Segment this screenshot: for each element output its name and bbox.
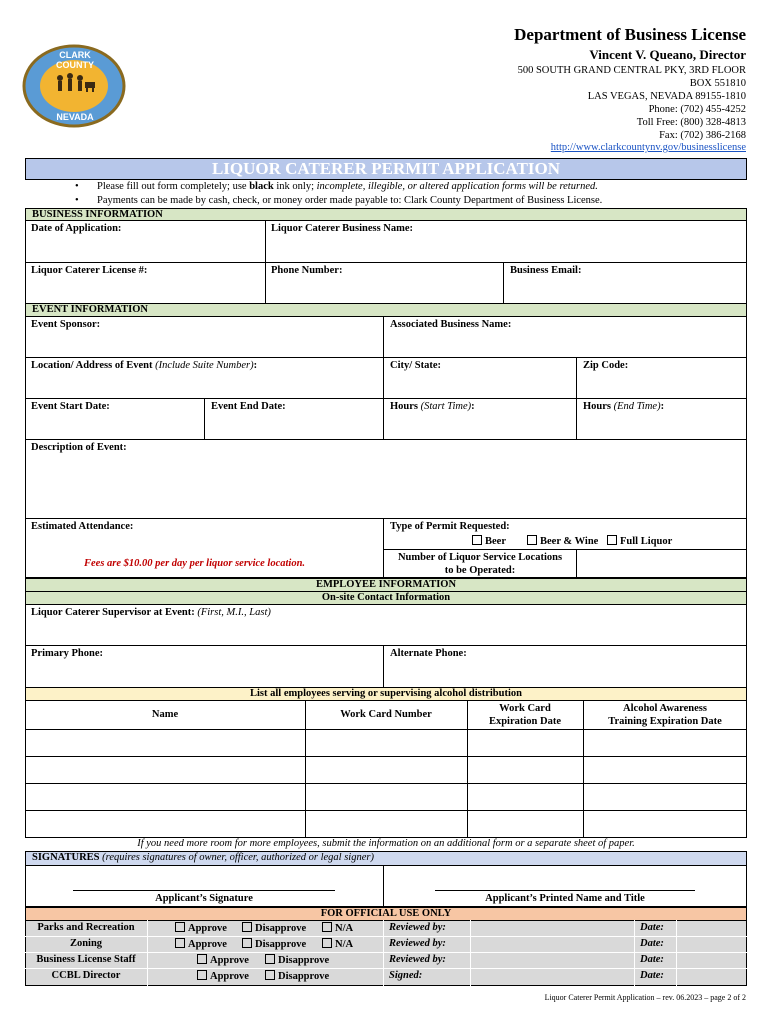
- zip-code-field[interactable]: Zip Code:: [583, 360, 629, 371]
- permit-option-full-liquor[interactable]: [607, 535, 672, 547]
- checkbox-icon[interactable]: [242, 938, 252, 948]
- service-locations-label: Number of Liquor Service Locations: [397, 552, 563, 563]
- permit-option-beer-wine[interactable]: [527, 535, 598, 547]
- option-label: Approve: [188, 939, 227, 950]
- checkbox-icon[interactable]: [197, 954, 207, 964]
- signatures-header-bold: SIGNATURES: [32, 852, 100, 863]
- website-link[interactable]: http://www.clarkcountynv.gov/businesslicense: [550, 142, 746, 153]
- logo-text-bottom: NEVADA: [56, 112, 94, 122]
- business-header-text: BUSINESS INFORMATION: [32, 209, 163, 220]
- option-label: Approve: [210, 955, 249, 966]
- column-header-text: Alcohol Awareness: [623, 703, 707, 714]
- date-of-application-field[interactable]: Date of Application:: [31, 223, 122, 234]
- hours-end-note: (End Time): [613, 401, 661, 412]
- supervisor-field[interactable]: [31, 607, 271, 618]
- column-header-alcohol-awareness: [583, 702, 747, 728]
- phone-line: Phone: (702) 455-4252: [648, 104, 746, 115]
- employee-row[interactable]: [26, 757, 746, 782]
- service-locations-field[interactable]: [384, 551, 576, 577]
- date-label: Date:: [640, 954, 664, 965]
- option-label: Disapprove: [278, 971, 330, 982]
- event-end-date-field[interactable]: Event End Date:: [211, 401, 286, 412]
- column-header-name: Name: [151, 709, 179, 720]
- city-state-field[interactable]: City/ State:: [390, 360, 442, 371]
- checkbox-icon[interactable]: [322, 938, 332, 948]
- official-use-header-text: FOR OFFICIAL USE ONLY: [320, 908, 452, 919]
- permit-option-beer[interactable]: [472, 535, 506, 547]
- hours-label: Hours: [390, 401, 421, 412]
- date-label: Date:: [640, 938, 664, 949]
- checkbox-icon[interactable]: [242, 922, 252, 932]
- tollfree-line: Toll Free: (800) 328-4813: [636, 117, 746, 128]
- employee-row[interactable]: [26, 730, 746, 755]
- instruction-text: Please fill out form completely; use: [97, 181, 250, 192]
- option-label: N/A: [335, 923, 354, 934]
- option-label: Disapprove: [255, 923, 307, 934]
- permit-type-label: Type of Permit Requested:: [390, 521, 510, 532]
- fees-note: Fees are $10.00 per day per liquor service location.: [84, 558, 306, 569]
- disapprove-option[interactable]: [242, 922, 306, 934]
- colon: :: [253, 360, 258, 371]
- county-logo: [22, 44, 126, 128]
- instruction-line-2: Payments can be made by cash, check, or money order made payable to: Clark County Department of Business License.: [97, 195, 603, 206]
- checkbox-icon[interactable]: [175, 922, 185, 932]
- reviewed-by-label: Reviewed by:: [389, 938, 446, 949]
- disapprove-option[interactable]: [242, 938, 306, 950]
- supervisor-note: (First, M.I., Last): [197, 607, 271, 618]
- official-dept-zoning: Zoning: [69, 938, 103, 949]
- primary-phone-field[interactable]: Primary Phone:: [31, 648, 104, 659]
- option-label: Approve: [188, 923, 227, 934]
- event-start-date-field[interactable]: Event Start Date:: [31, 401, 110, 412]
- disapprove-option[interactable]: [265, 970, 329, 982]
- logo-text-top: CLARK COUNTY: [56, 50, 94, 70]
- colon: :: [660, 401, 665, 412]
- more-room-note: If you need more room for more employees, submit the information on an additional form or a separate sheet of paper.: [137, 838, 635, 849]
- option-label: Beer & Wine: [540, 536, 599, 547]
- na-option[interactable]: [322, 922, 353, 934]
- phone-number-field[interactable]: Phone Number:: [271, 265, 343, 276]
- official-dept-parks: Parks and Recreation: [37, 922, 135, 933]
- address-line: LAS VEGAS, NEVADA 89155-1810: [587, 91, 746, 102]
- applicant-printed-name-field[interactable]: Applicant’s Printed Name and Title: [485, 893, 645, 904]
- bullet-icon: •: [75, 195, 79, 206]
- date-label: Date:: [640, 970, 664, 981]
- column-header-work-card-number: Work Card Number: [340, 709, 432, 720]
- employee-header-text: EMPLOYEE INFORMATION: [315, 579, 457, 590]
- event-sponsor-field[interactable]: Event Sponsor:: [31, 319, 101, 330]
- option-label: Beer: [485, 536, 506, 547]
- onsite-contact-header: [25, 591, 747, 605]
- employee-row[interactable]: [26, 811, 746, 836]
- hours-start-field[interactable]: [390, 401, 475, 412]
- associated-business-field[interactable]: Associated Business Name:: [390, 319, 512, 330]
- signatures-header-text: [32, 852, 374, 863]
- disapprove-option[interactable]: [265, 954, 329, 966]
- supervisor-label: Liquor Caterer Supervisor at Event:: [31, 607, 198, 618]
- location-note: (Include Suite Number): [155, 360, 254, 371]
- checkbox-icon[interactable]: [265, 970, 275, 980]
- instruction-bold: black: [249, 181, 274, 192]
- option-label: Approve: [210, 971, 249, 982]
- onsite-contact-text: On-site Contact Information: [321, 592, 451, 603]
- signatures-section-header: [25, 851, 747, 866]
- director-name: Vincent V. Queano, Director: [589, 47, 746, 62]
- approve-option[interactable]: [197, 970, 249, 982]
- reviewer-fill: [470, 921, 634, 985]
- approve-option[interactable]: [197, 954, 249, 966]
- hours-label: Hours: [583, 401, 614, 412]
- location-label: Location/ Address of Event: [31, 360, 156, 371]
- option-label: Disapprove: [255, 939, 307, 950]
- official-dept-bl-staff: Business License Staff: [36, 954, 136, 965]
- column-header-work-card-expiration: [467, 702, 583, 728]
- address-line: 500 SOUTH GRAND CENTRAL PKY, 3RD FLOOR: [517, 65, 746, 76]
- colon: :: [471, 401, 475, 412]
- checkbox-icon[interactable]: [527, 535, 537, 545]
- checkbox-icon[interactable]: [322, 922, 332, 932]
- option-label: N/A: [335, 939, 354, 950]
- reviewed-by-label: Reviewed by:: [389, 954, 446, 965]
- signed-label: Signed:: [389, 970, 423, 981]
- fax-line: Fax: (702) 386-2168: [659, 130, 746, 141]
- hours-start-note: (Start Time): [420, 401, 472, 412]
- department-title: Department of Business License: [514, 25, 746, 44]
- service-locations-label: to be Operated:: [444, 565, 516, 576]
- event-location-field[interactable]: [31, 360, 257, 371]
- checkbox-icon[interactable]: [175, 938, 185, 948]
- instruction-italic: incomplete, illegible, or altered application forms will be returned.: [316, 181, 598, 192]
- reviewed-by-label: Reviewed by:: [389, 922, 446, 933]
- caterer-business-name-field[interactable]: Liquor Caterer Business Name:: [271, 223, 414, 234]
- date-label: Date:: [640, 922, 664, 933]
- employee-list-header: [25, 687, 747, 701]
- employee-section-header: [25, 578, 747, 592]
- business-email-field[interactable]: Business Email:: [510, 265, 582, 276]
- checkbox-icon[interactable]: [265, 954, 275, 964]
- option-label: Disapprove: [278, 955, 330, 966]
- column-header-text: Training Expiration Date: [608, 716, 722, 727]
- instruction-text: ink only;: [273, 181, 317, 192]
- option-label: Full Liquor: [620, 536, 673, 547]
- event-section-header: [25, 303, 747, 317]
- alternate-phone-field[interactable]: Alternate Phone:: [390, 648, 467, 659]
- na-option[interactable]: [322, 938, 353, 950]
- page-footer: Liquor Caterer Permit Application – rev. 06.2023 – page 2 of 2: [544, 993, 746, 1002]
- bullet-icon: •: [75, 181, 79, 192]
- form-title: LIQUOR CATERER PERMIT APPLICATION: [211, 159, 561, 178]
- checkbox-icon[interactable]: [197, 970, 207, 980]
- estimated-attendance-field[interactable]: Estimated Attendance:: [31, 521, 134, 532]
- approve-option[interactable]: [175, 922, 227, 934]
- checkbox-icon[interactable]: [472, 535, 482, 545]
- employee-list-header-text: List all employees serving or supervising alcohol distribution: [250, 688, 522, 699]
- official-dept-ccbl-director: CCBL Director: [51, 970, 121, 981]
- checkbox-icon[interactable]: [607, 535, 617, 545]
- hours-end-field[interactable]: [583, 401, 664, 412]
- column-header-text: Work Card: [499, 703, 551, 714]
- instruction-line-1: [97, 181, 598, 192]
- event-description-field[interactable]: Description of Event:: [31, 442, 127, 453]
- employee-row[interactable]: [26, 784, 746, 809]
- caterer-license-field[interactable]: Liquor Caterer License #:: [31, 265, 148, 276]
- applicant-signature-field[interactable]: Applicant’s Signature: [155, 893, 253, 904]
- column-header-text: Expiration Date: [488, 716, 562, 727]
- approve-option[interactable]: [175, 938, 227, 950]
- address-line: BOX 551810: [689, 78, 746, 89]
- signatures-header-note: (requires signatures of owner, officer, authorized or legal signer): [99, 852, 374, 863]
- event-header-text: EVENT INFORMATION: [32, 304, 148, 315]
- official-use-header: [25, 907, 747, 921]
- title-band: [25, 158, 747, 180]
